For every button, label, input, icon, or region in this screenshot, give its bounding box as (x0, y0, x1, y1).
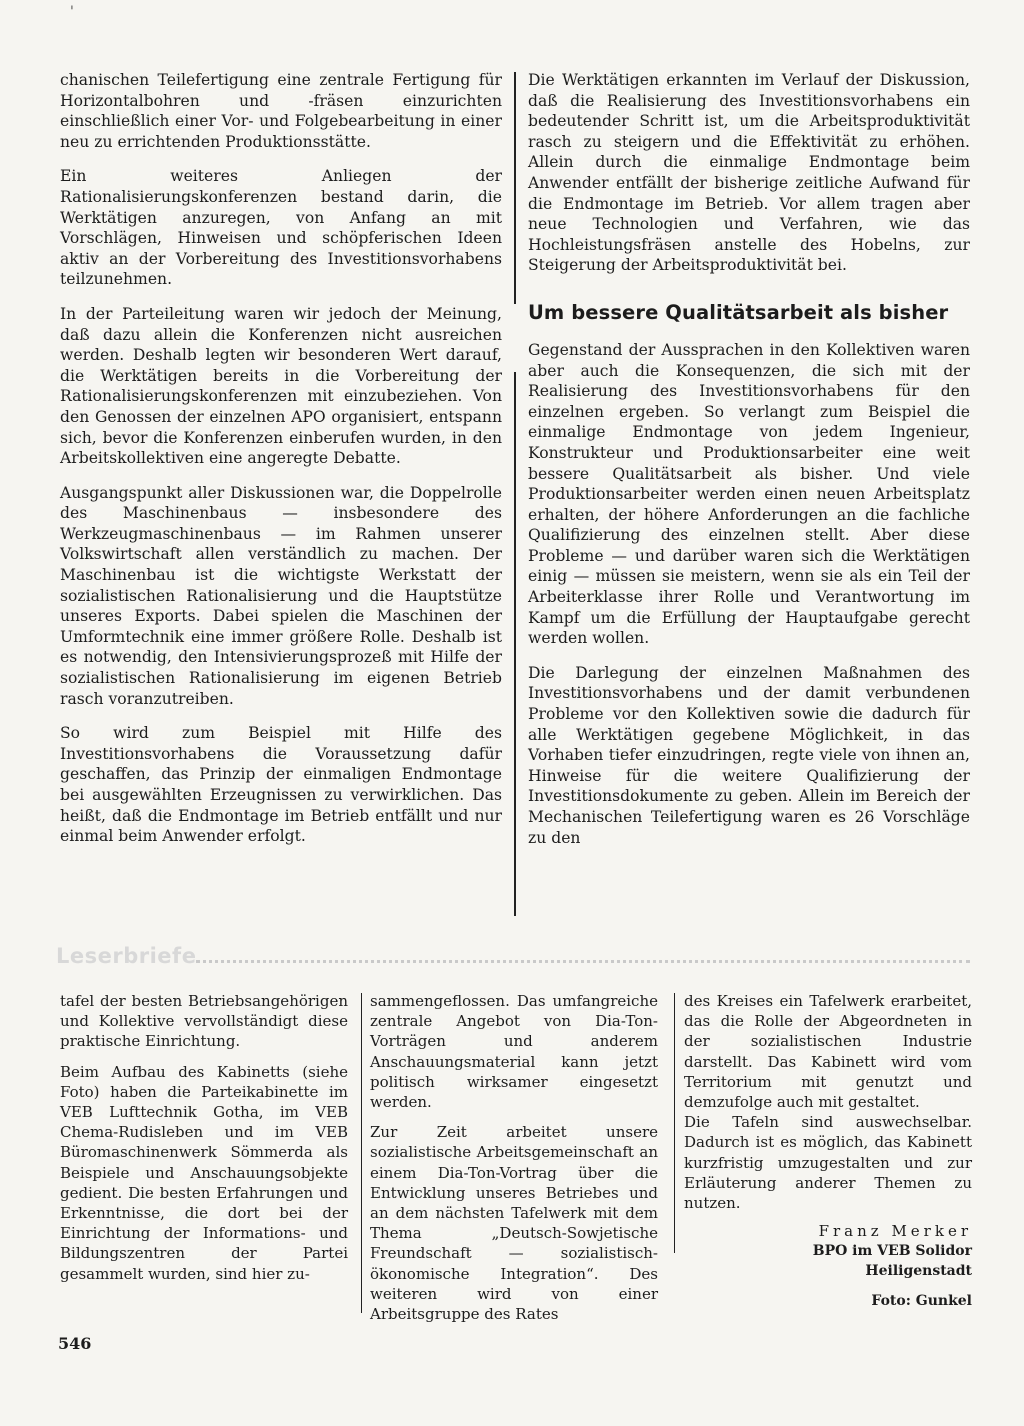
paragraph: Die Darlegung der einzelnen Maßnahmen des Investitionsvorhabens und der damit verbundenen Probleme vor den Kollektiven sowie die dadurch für alle Werktätigen gegebene Möglichkeit, in das Vorhaben tiefer einzudringen, regte viele von ihnen an, Hinweise für die weitere Qualifizierung der Investitionsdokumente zu geben. Allein im Bereich der Mechanischen Teilefertigung waren es 26 Vorschläge zu den (528, 663, 970, 847)
article-column-right (528, 70, 970, 848)
paragraph: In der Parteileitung waren wir jedoch der Meinung, daß dazu allein die Konferenzen nicht ausreichen werden. Deshalb legten wir besonderen Wert darauf, die Werktätigen bereits in die Vorbereitung der Rationalisierungskonferenzen mit einzubeziehen. Von den Genossen der einzelnen APO organisiert, entspann sich, bevor die Konferenzen einberufen wurden, in den Arbeitskollektiven eine angeregte Debatte. (60, 304, 502, 468)
letter-column-3 (684, 991, 972, 1312)
section-heading: Um bessere Qualitätsarbeit als bisher (528, 300, 949, 324)
paragraph: Ausgangspunkt aller Diskussionen war, die Doppelrolle des Maschinenbaus — insbesondere des Werkzeugmaschinenbaus — im Rahmen unserer Volkswirtschaft allen verständlich zu machen. Der Maschinenbau ist die wichtigste Werkstatt der sozialistischen Rationalisierung und die Hauptstütze unseres Exports. Dabei spielen die Maschinen der Umformtechnik eine immer größere Rolle. Deshalb ist es notwendig, den Intensivierungsprozeß mit Hilfe der sozialistischen Rationalisierung im eigenen Betrieb rasch voranzutreiben. (60, 483, 502, 708)
paragraph: Zur Zeit arbeitet unsere sozialistische Arbeitsgemeinschaft an einem Dia-Ton-Vortrag über die Entwicklung unseres Betriebes und an dem nächsten Tafelwerk mit dem Thema „Deutsch-Sowjetische Freundschaft — sozialistisch-ökonomische Integration“. Des weiteren wird von einer Arbeitsgruppe des Rates (370, 1123, 658, 1324)
scan-mark: ' (70, 4, 74, 20)
page-number: 546 (58, 1334, 92, 1353)
paragraph: So wird zum Beispiel mit Hilfe des Investitionsvorhabens die Voraussetzung dafür geschaffen, das Prinzip der einmaligen Endmontage bei ausgewählten Erzeugnissen zu verwirklichen. Das heißt, daß die Endmontage im Betrieb entfällt und nur einmal beim Anwender erfolgt. (60, 724, 502, 846)
leserbriefe-section-title: Leserbriefe (56, 944, 197, 968)
paragraph: Die Werktätigen erkannten im Verlauf der Diskussion, daß die Realisierung des Investitionsvorhabens ein bedeutender Schritt ist, um die Arbeitsproduktivität rasch zu steigern und die Effektivität zu erhöhen. Allein durch die einmalige Endmontage beim Anwender entfällt der bisherige zeitliche Aufwand für die Endmontage im Betrieb. Vor allem tragen aber neue Technologien und Verfahren, wie das Hochleistungsfräsen anstelle des Hobelns, zur Steigerung der Arbeitsproduktivität bei. (528, 71, 970, 275)
paragraph: chanischen Teilefertigung eine zentrale Fertigung für Horizontalbohren und -fräsen einzurichten einschließlich einer Vor- und Folgebearbeitung in einer neu zu errichtenden Produktionsstätte. (60, 71, 502, 151)
paragraph: Die Tafeln sind auswechselbar. Dadurch ist es möglich, das Kabinett kurzfristig umzugestalten und zur Erläuterung anderer Themen zu nutzen. (684, 1113, 972, 1213)
letter-column-2 (370, 991, 658, 1324)
paragraph: Gegenstand der Aussprachen in den Kollektiven waren aber auch die Konsequenzen, die sich mit der Realisierung des Investitionsvorhabens für den einzelnen ergeben. So verlangt zum Beispiel die einmalige Endmontage von jedem Ingenieur, Konstrukteur und Produktionsarbeiter eine weit bessere Qualitätsarbeit als bisher. Und viele Produktionsarbeiter werden einen neuen Arbeitsplatz erhalten, der höhere Anforderungen an die fachliche Qualifizierung des einzelnen stellt. Aber diese Probleme — und darüber waren sich die Werktätigen einig — müssen sie meistern, wenn sie als ein Teil der Arbeiterklasse ihrer Rolle und Verantwortung im Kampf um die Erfüllung der Hauptaufgabe gerecht werden wollen. (528, 340, 970, 648)
column-rule (514, 372, 516, 916)
paragraph: tafel der besten Betriebsangehörigen und Kollektive vervollständigt diese praktische Einrichtung. (60, 992, 348, 1051)
author-name: Franz Merker (818, 1222, 972, 1241)
photo-credit: Foto: Gunkel (871, 1293, 972, 1310)
org-line: BPO im VEB Solidor (812, 1243, 972, 1260)
author-organization (684, 1241, 972, 1281)
paragraph: Ein weiteres Anliegen der Rationalisierungskonferenzen bestand darin, die Werktätigen anzuregen, von Anfang an mit Vorschlägen, Hinweisen und schöpferischen Ideen aktiv an der Vorbereitung des Investitionsvorhabens teilzunehmen. (60, 167, 502, 289)
paragraph: Beim Aufbau des Kabinetts (siehe Foto) haben die Parteikabinette im VEB Lufttechnik Gotha, im VEB Chema-Rudisleben und im VEB Büromaschinenwerk Sömmerda als Beispiele und Anschauungsobjekte gedient. Die besten Erfahrungen und Erkenntnisse, die dort bei der Einrichtung der Informations- und Bildungszentren der Partei gesammelt wurden, sind hier zu- (60, 1062, 348, 1283)
org-line: Heiligenstadt (865, 1263, 972, 1280)
column-rule (674, 993, 675, 1253)
letter-column-1 (60, 991, 348, 1284)
paragraph: des Kreises ein Tafelwerk erarbeitet, das die Rolle der Abgeordneten in der sozialistischen Industrie darstellt. Das Kabinett wird vom Territorium mit genutzt und demzufolge auch mit gestaltet. (684, 992, 972, 1112)
column-rule (361, 993, 362, 1313)
paragraph: sammengeflossen. Das umfangreiche zentrale Angebot von Dia-Ton-Vorträgen und anderem Anschauungsmaterial kann jetzt politisch wirksamer eingesetzt werden. (370, 992, 658, 1112)
section-divider (196, 960, 970, 963)
column-rule (514, 72, 516, 304)
article-column-left (60, 70, 502, 847)
